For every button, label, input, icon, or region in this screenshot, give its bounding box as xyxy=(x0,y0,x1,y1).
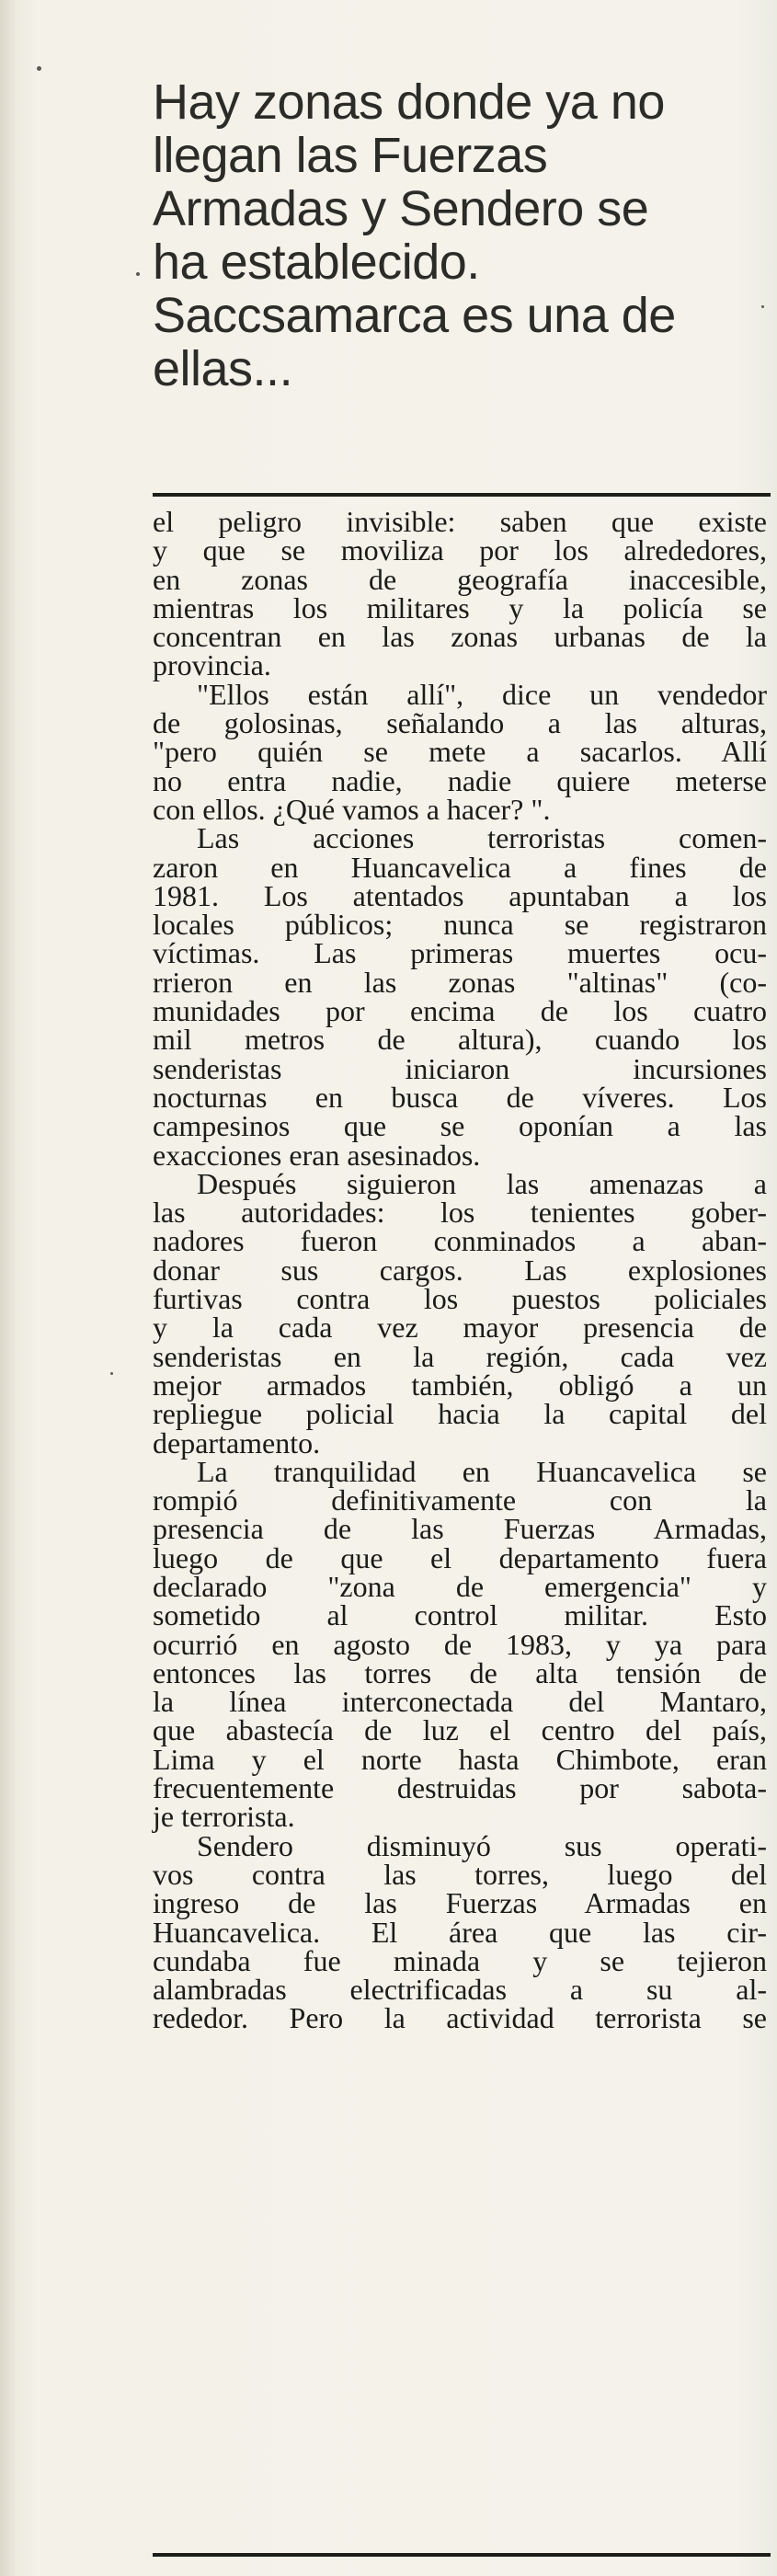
body-line: rrieron en las zonas "altinas" (co- xyxy=(153,965,767,999)
body-line: mientras los militares y la policía se xyxy=(153,590,767,624)
body-line: munidades por encima de los cuatro xyxy=(153,994,767,1028)
body-line: declarado "zona de emergencia" y xyxy=(153,1569,767,1603)
body-line: rompió definitivamente con la xyxy=(153,1483,767,1517)
body-line: senderistas en la región, cada vez xyxy=(153,1339,767,1373)
body-line: alambradas electrificadas a su al- xyxy=(153,1973,767,2007)
body-line: presencia de las Fuerzas Armadas, xyxy=(153,1512,767,1546)
body-line: senderistas iniciaron incursiones xyxy=(153,1051,767,1085)
body-line: entonces las torres de alta tensión de xyxy=(153,1655,767,1689)
body-line: frecuentemente destruidas por sabota- xyxy=(153,1771,767,1805)
body-line: nadores fueron conminados a aban- xyxy=(153,1224,767,1258)
body-line: ocurrió en agosto de 1983, y ya para xyxy=(153,1627,767,1661)
body-line: nocturnas en busca de víveres. Los xyxy=(153,1080,767,1114)
paper-speck xyxy=(136,272,140,276)
body-line: je terrorista. xyxy=(153,1800,295,1834)
body-line: de golosinas, señalando a las alturas, xyxy=(153,706,767,740)
pull-quote-line: ellas... xyxy=(153,341,293,396)
body-line: Las acciones terroristas comen- xyxy=(197,821,767,855)
pull-quote-line: Saccsamarca es una de xyxy=(153,288,676,343)
body-line: en zonas de geografía inaccesible, xyxy=(153,562,767,596)
body-line: concentran en las zonas urbanas de la xyxy=(153,620,767,654)
body-line: Lima y el norte hasta Chimbote, eran xyxy=(153,1742,767,1776)
body-line: y la cada vez mayor presencia de xyxy=(153,1311,767,1345)
body-line: "Ellos están allí", dice un vendedor xyxy=(197,677,767,711)
top-rule xyxy=(153,493,771,497)
body-line: cundaba fue minada y se tejieron xyxy=(153,1943,767,1977)
pull-quote xyxy=(153,75,741,395)
body-line: furtivas contra los puestos policiales xyxy=(153,1282,767,1316)
pull-quote-line: ha establecido. xyxy=(153,235,480,290)
body-line: mejor armados también, obligó a un xyxy=(153,1368,767,1402)
article-body xyxy=(153,505,767,2035)
body-line: repliegue policial hacia la capital del xyxy=(153,1397,767,1431)
body-line: sometido al control militar. Esto xyxy=(153,1598,767,1632)
body-line: 1981. Los atentados apuntaban a los xyxy=(153,878,767,912)
body-line: que abastecía de luz el centro del país, xyxy=(153,1713,767,1747)
body-line: ingreso de las Fuerzas Armadas en xyxy=(153,1886,767,1920)
body-line: víctimas. Las primeras muertes ocu- xyxy=(153,936,767,970)
body-line: no entra nadie, nadie quiere meterse xyxy=(153,763,767,797)
body-line: las autoridades: los tenientes gober- xyxy=(153,1196,767,1230)
body-line: "pero quién se mete a sacarlos. Allí xyxy=(153,735,767,769)
paper-edge-shadow xyxy=(0,0,17,2576)
body-line: Huancavelica. El área que las cir- xyxy=(153,1915,767,1949)
body-line: locales públicos; nunca se registraron xyxy=(153,908,767,942)
pull-quote-line: Hay zonas donde ya no xyxy=(153,74,665,130)
paper-speck xyxy=(761,305,764,308)
body-line: exacciones eran asesinados. xyxy=(153,1138,481,1172)
body-line: Después siguieron las amenazas a xyxy=(197,1166,767,1200)
body-line: y que se moviliza por los alrededores, xyxy=(153,533,767,567)
body-line: luego de que el departamento fuera xyxy=(153,1540,767,1574)
body-line: departamento. xyxy=(153,1425,321,1460)
body-line: Sendero disminuyó sus operati- xyxy=(197,1828,767,1862)
body-line: el peligro invisible: saben que existe xyxy=(153,505,767,538)
body-line: rededor. Pero la actividad terrorista se xyxy=(153,2001,767,2035)
body-line: zaron en Huancavelica a fines de xyxy=(153,850,767,884)
bottom-rule xyxy=(153,2553,771,2557)
body-line: La tranquilidad en Huancavelica se xyxy=(197,1454,767,1488)
body-line: campesinos que se oponían a las xyxy=(153,1109,767,1143)
body-line: con ellos. ¿Qué vamos a hacer? ". xyxy=(153,792,551,826)
pull-quote-line: Armadas y Sendero se xyxy=(153,181,649,236)
body-line: vos contra las torres, luego del xyxy=(153,1857,767,1891)
body-line: la línea interconectada del Mantaro, xyxy=(153,1685,767,1719)
body-line: donar sus cargos. Las explosiones xyxy=(153,1253,767,1287)
pull-quote-line: llegan las Fuerzas xyxy=(153,128,548,183)
paper-speck xyxy=(37,66,41,71)
body-line: mil metros de altura), cuando los xyxy=(153,1023,767,1057)
body-line: provincia. xyxy=(153,648,271,682)
paper-speck xyxy=(110,1372,113,1375)
